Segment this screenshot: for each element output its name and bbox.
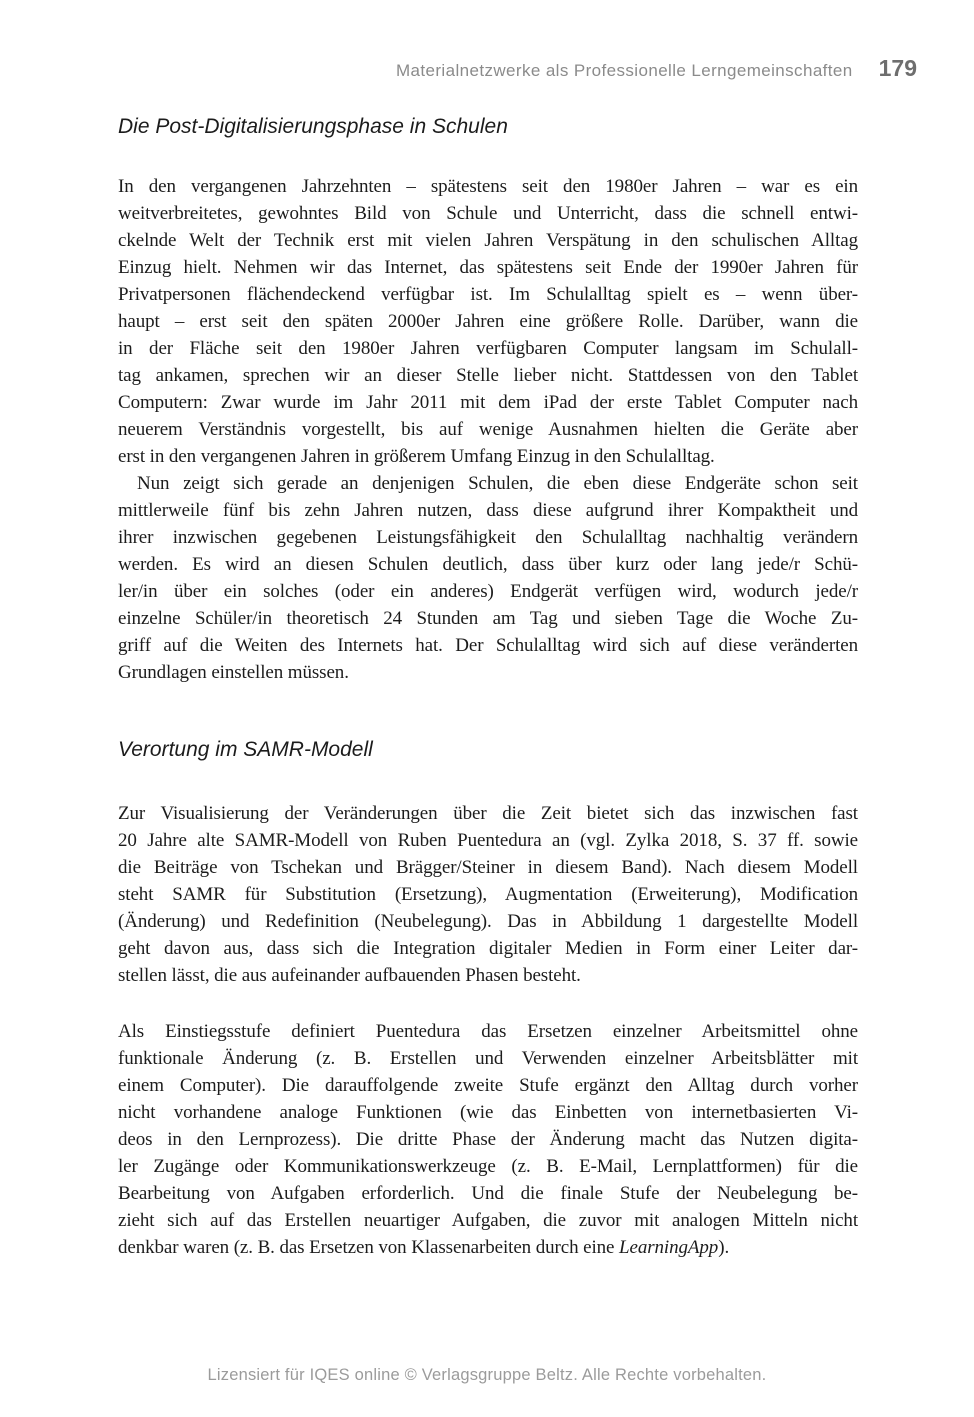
emphasized-text: LearningApp bbox=[619, 1237, 719, 1258]
text-segment: ). bbox=[718, 1237, 730, 1258]
text-line: ihrer inzwischen gegebenen Leistungsfähigkeit den Schulalltag nachhaltig verändern bbox=[118, 527, 858, 548]
section-heading-samr: Verortung im SAMR-Modell bbox=[118, 738, 373, 761]
text-line: Grundlagen einstellen müssen. bbox=[118, 662, 349, 683]
text-line: ckelnde Welt der Technik erst mit vielen Jahren Verspätung in den schulischen Alltag bbox=[118, 230, 858, 251]
running-header bbox=[0, 55, 917, 82]
text-line: Nun zeigt sich gerade an denjenigen Schulen, die eben diese Endgeräte schon seit bbox=[137, 473, 858, 494]
text-line: haupt – erst seit den späten 2000er Jahren eine größere Rolle. Darüber, wann die bbox=[118, 311, 858, 332]
paragraph-samr-2 bbox=[118, 1018, 858, 1261]
paragraph-post-digitalisierung-2 bbox=[118, 470, 858, 686]
text-line: neuerem Verständnis vorgestellt, bis auf wenige Ausnahmen hielten die Geräte aber bbox=[118, 419, 858, 440]
text-line: geht davon aus, dass sich die Integration digitaler Medien in Form einer Leiter dar- bbox=[118, 938, 858, 959]
text-line: tag ankamen, sprechen wir an dieser Stelle lieber nicht. Stattdessen von den Tablet bbox=[118, 365, 858, 386]
paragraph-samr-1 bbox=[118, 800, 858, 989]
text-line bbox=[118, 1234, 858, 1261]
text-line: stellen lässt, die aus aufeinander aufbauenden Phasen besteht. bbox=[118, 965, 581, 986]
text-line: die Beiträge von Tschekan und Brägger/Steiner in diesem Band). Nach diesem Modell bbox=[118, 857, 858, 878]
text-line: Zur Visualisierung der Veränderungen über die Zeit bietet sich das inzwischen fast bbox=[118, 803, 858, 824]
text-line: Privatpersonen flächendeckend verfügbar ist. Im Schulalltag spielt es – wenn über- bbox=[118, 284, 858, 305]
text-line: 20 Jahre alte SAMR-Modell von Ruben Puentedura an (vgl. Zylka 2018, S. 37 ff. sowie bbox=[118, 830, 858, 851]
paragraph-post-digitalisierung-1 bbox=[118, 173, 858, 470]
text-line: funktionale Änderung (z. B. Erstellen und Verwenden einzelner Arbeitsblätter mit bbox=[118, 1048, 858, 1069]
text-segment: denkbar waren (z. B. das Ersetzen von Klassenarbeiten durch eine bbox=[118, 1237, 620, 1258]
text-line: ler Zugänge oder Kommunikationswerkzeuge (z. B. E-Mail, Lernplattformen) für die bbox=[118, 1156, 858, 1177]
text-line: werden. Es wird an diesen Schulen deutlich, dass über kurz oder lang jede/r Schü- bbox=[118, 554, 858, 575]
text-line: griff auf die Weiten des Internets hat. Der Schulalltag wird sich auf diese veränderten bbox=[118, 635, 858, 656]
text-line: nicht vorhandene analoge Funktionen (wie das Einbetten von internetbasierten Vi- bbox=[118, 1102, 858, 1123]
text-line: steht SAMR für Substitution (Ersetzung), Augmentation (Erweiterung), Modification bbox=[118, 884, 858, 905]
page-number: 179 bbox=[878, 55, 917, 81]
text-line: einem Computer). Die darauffolgende zweite Stufe ergänzt den Alltag durch vorher bbox=[118, 1075, 858, 1096]
text-line: (Änderung) und Redefinition (Neubelegung). Das in Abbildung 1 dargestellte Modell bbox=[118, 911, 858, 932]
text-line: Bearbeitung von Aufgaben erforderlich. Und die finale Stufe der Neubelegung be- bbox=[118, 1183, 858, 1204]
text-line: Computern: Zwar wurde im Jahr 2011 mit dem iPad der erste Tablet Computer nach bbox=[118, 392, 858, 413]
license-footer: Lizensiert für IQES online © Verlagsgruppe Beltz. Alle Rechte vorbehalten. bbox=[207, 1366, 767, 1384]
text-line: in der Fläche seit den 1980er Jahren verfügbaren Computer langsam im Schulall- bbox=[118, 338, 858, 359]
text-line: mittlerweile fünf bis zehn Jahren nutzen, dass diese aufgrund ihrer Kompaktheit und bbox=[118, 500, 858, 521]
text-line: erst in den vergangenen Jahren in größerem Umfang Einzug in den Schulalltag. bbox=[118, 446, 715, 467]
text-line: Als Einstiegsstufe definiert Puentedura das Ersetzen einzelner Arbeitsmittel ohne bbox=[118, 1021, 858, 1042]
text-line: weitverbreitetes, gewohntes Bild von Schule und Unterricht, dass die schnell entwi- bbox=[118, 203, 858, 224]
text-line: ler/in über ein solches (oder ein anderes) Endgerät verfügen wird, wodurch jede/r bbox=[118, 581, 858, 602]
running-title: Materialnetzwerke als Professionelle Lerngemeinschaften bbox=[395, 61, 853, 80]
text-line: einzelne Schüler/in theoretisch 24 Stunden am Tag und sieben Tage die Woche Zu- bbox=[118, 608, 858, 629]
text-line: deos in den Lernprozess). Die dritte Phase der Änderung macht das Nutzen digita- bbox=[118, 1129, 858, 1150]
text-line: In den vergangenen Jahrzehnten – spätestens seit den 1980er Jahren – war es ein bbox=[118, 176, 858, 197]
page-content bbox=[118, 113, 858, 1261]
section-heading-post-digitalisierung: Die Post-Digitalisierungsphase in Schulen bbox=[118, 115, 508, 138]
text-line: zieht sich auf das Erstellen neuartiger Aufgaben, die zuvor mit analogen Mitteln nicht bbox=[118, 1210, 858, 1231]
text-line: Einzug hielt. Nehmen wir das Internet, das spätestens seit Ende der 1990er Jahren für bbox=[118, 257, 858, 278]
